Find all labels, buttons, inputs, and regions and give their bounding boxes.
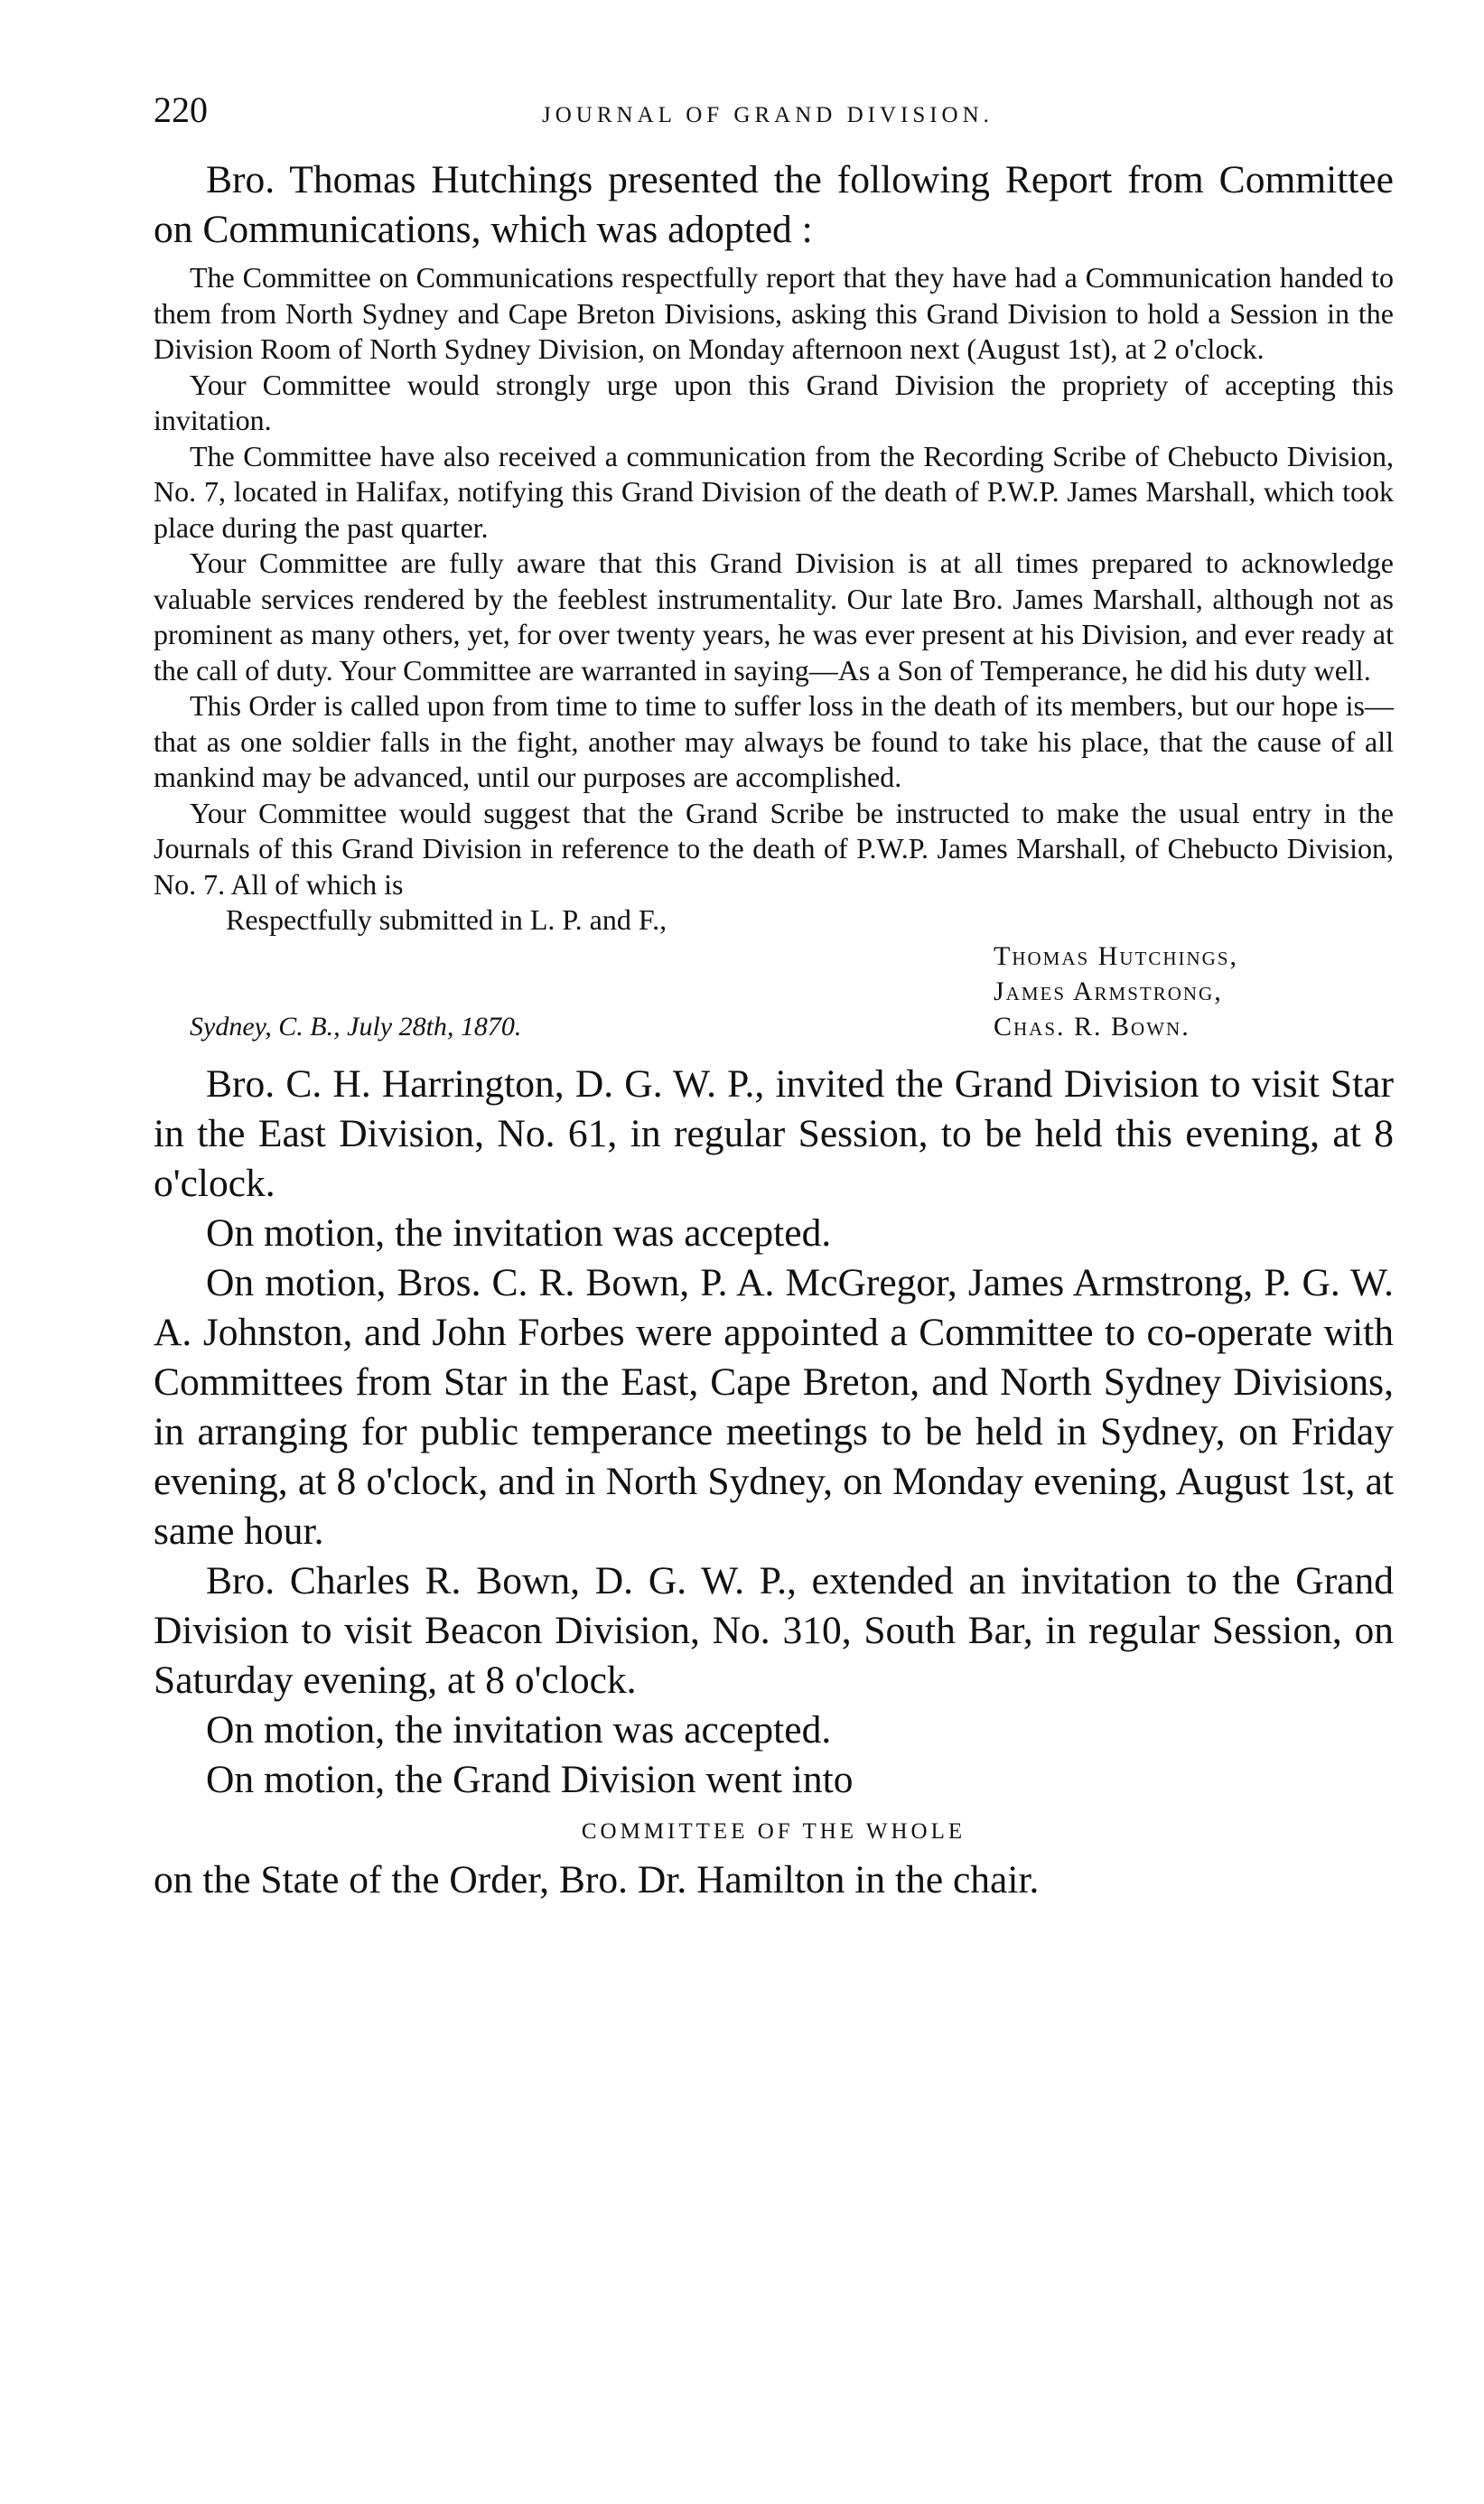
committee-heading: COMMITTEE OF THE WHOLE [581,1818,966,1844]
body-paragraph-4: Bro. Charles R. Bown, D. G. W. P., extended an invitation to the Grand Division to visit Beacon Division, No. 310, South Bar, in regular Session, on Saturday evening, at 8 o'clock. [154,1558,1394,1702]
page-header [154,89,1394,155]
minutes-body [154,1060,1394,1905]
report-paragraph-2: Your Committee would strongly urge upon this Grand Division the propriety of accepting this invitation. [154,368,1394,436]
committee-report [154,260,1394,1047]
signatory-2: James Armstrong, [994,976,1223,1006]
signature-block [154,939,1394,1047]
intro-paragraph: Bro. Thomas Hutchings presented the following Report from Committee on Communications, which was adopted : [154,158,1394,251]
place-date: Sydney, C. B., July 28th, 1870. [190,1011,522,1042]
running-head: JOURNAL OF GRAND DIVISION. [542,103,994,127]
body-paragraph-5: On motion, the invitation was accepted. [206,1707,832,1752]
body-paragraph-7: on the State of the Order, Bro. Dr. Hamilton in the chair. [154,1857,1040,1901]
report-paragraph-6: Your Committee would suggest that the Grand Scribe be instructed to make the usual entry in the Journals of this Grand Division in reference to the death of P.W.P. James Marshall, of Chebucto Division, No. 7. All of which is [154,796,1394,901]
report-paragraph-3: The Committee have also received a communication from the Recording Scribe of Chebucto Division, No. 7, located in Halifax, notifying this Grand Division of the death of P.W.P. James Marshall, which took place during the past quarter. [154,439,1394,544]
submitted-line: Respectfully submitted in L. P. and F., [226,903,667,936]
signatory-3: Chas. R. Bown. [994,1011,1190,1042]
report-paragraph-1: The Committee on Communications respectfully report that they have had a Communication handed to them from North Sydney and Cape Breton Divisions, asking this Grand Division to hold a Session in the Division Room of North Sydney Division, on Monday afternoon next (August 1st), at 2 o'clock. [154,261,1394,365]
signatory-1: Thomas Hutchings, [994,940,1239,971]
body-paragraph-2: On motion, the invitation was accepted. [206,1210,832,1255]
signatories [994,939,1238,1044]
body-paragraph-1: Bro. C. H. Harrington, D. G. W. P., invited the Grand Division to visit Star in the East Division, No. 61, in regular Session, to be held this evening, at 8 o'clock. [154,1061,1394,1205]
body-paragraph-6: On motion, the Grand Division went into [206,1757,854,1801]
page-number: 220 [154,89,208,130]
report-paragraph-5: This Order is called upon from time to time to suffer loss in the death of its members, but our hope is—that as one soldier falls in the fight, another may always be found to take his place, that the cause of all mankind may be advanced, until our purposes are accomplished. [154,689,1394,793]
report-paragraph-4: Your Committee are fully aware that this Grand Division is at all times prepared to acknowledge valuable services rendered by the feeblest instrumentality. Our late Bro. James Marshall, although not as prominent as many others, yet, for over twenty years, he was ever present at his Division, and ever ready at the call of duty. Your Committee are warranted in saying—As a Son of Temperance, he did his duty well. [154,547,1394,687]
body-paragraph-3: On motion, Bros. C. R. Bown, P. A. McGregor, James Armstrong, P. G. W. A. Johnston, and John Forbes were appointed a Committee to co-operate with Committees from Star in the East, Cape Breton, and North Sydney Divisions, in arranging for public temperance meetings to be held in Sydney, on Friday evening, at 8 o'clock, and in North Sydney, on Monday evening, August 1st, at same hour. [154,1260,1394,1553]
